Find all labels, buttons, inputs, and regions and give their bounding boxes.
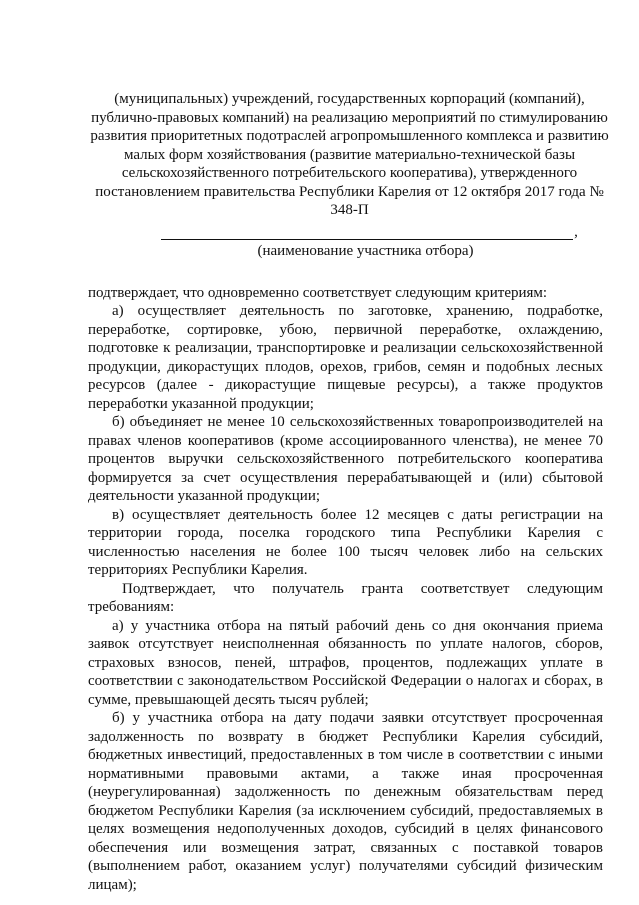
participant-name-line <box>136 225 603 240</box>
underline-comma: , <box>574 223 578 240</box>
header-text: (муниципальных) учреждений, государственных корпораций (компаний), публично-правовых компаний) на реализацию мероприятий по стимулированию развития приоритетных подотраслей агропромышленного комплекса и развитию малых форм хозяйствования (развитие материально-технической базы сельскохозяйственного потребительского кооператива), утвержденного постановлением правительства Республики Карелия от 12 октября 2017 года № 348-П <box>90 91 609 218</box>
paragraph-criterion-c: в) осуществляет деятельность более 12 месяцев с даты регистрации на территории города, поселка городского типа Республики Карелия с численностью населения не более 100 тысяч человек либо на сельских территориях Республики Карелия. <box>88 506 603 578</box>
paragraph-requirement-a: а) у участника отбора на пятый рабочий день со дня окончания приема заявок отсутствует неисполненная обязанность по уплате налогов, сборов, страховых взносов, пеней, штрафов, процентов, подлежащих уплате в соответствии с законодательством Российской Федерации о налогах и сборах, в сумме, превышающей десять тысяч рублей; <box>88 617 603 708</box>
paragraph-criterion-b: б) объединяет не менее 10 сельскохозяйственных товаропроизводителей на правах членов кооперативов (кроме ассоциированного членства), не менее 70 процентов выручки сельскохозяйственного потребительского кооператива формируется за счет осуществления перерабатывающей и (или) сбытовой деятельности указанной продукции; <box>88 414 603 504</box>
document-header <box>88 90 611 220</box>
paragraph-confirms-requirements: Подтверждает, что получатель гранта соответствует следующим требованиям: <box>88 580 603 615</box>
paragraph-requirement-b: б) у участника отбора на дату подачи заявки отсутствует просроченная задолженность по возврату в бюджет Республики Карелия субсидий, бюджетных инвестиций, предоставленных в том числе в соответствии с иными нормативными правовыми актами, а также иная просроченная (неурегулированная) задолженность по денежным обязательствам перед бюджетом Республики Карелия (за исключением субсидий, предоставляемых в целях возмещения недополученных доходов, субсидий в целях финансового обеспечения или возмещения затрат, связанных с поставкой товаров (выполнением работ, оказанием услуг) получателями субсидий физическим лицам); <box>88 710 603 893</box>
blank-underline <box>161 227 573 240</box>
paragraph-criterion-a: а) осуществляет деятельность по заготовке, хранению, подработке, переработке, сортировке, убою, первичной переработке, охлаждению, подготовке к реализации, транспортировке и реализации сельскохозяйственной продукции, дикорастущих плодов, орехов, грибов, семян и подобных лесных ресурсов (далее - дикорастущие пищевые ресурсы), а также продуктов переработки указанной продукции; <box>88 303 603 412</box>
paragraph-confirms-criteria: подтверждает, что одновременно соответствует следующим критериям: <box>88 284 548 301</box>
document-body <box>88 284 603 895</box>
participant-name-caption: (наименование участника отбора) <box>257 242 474 259</box>
